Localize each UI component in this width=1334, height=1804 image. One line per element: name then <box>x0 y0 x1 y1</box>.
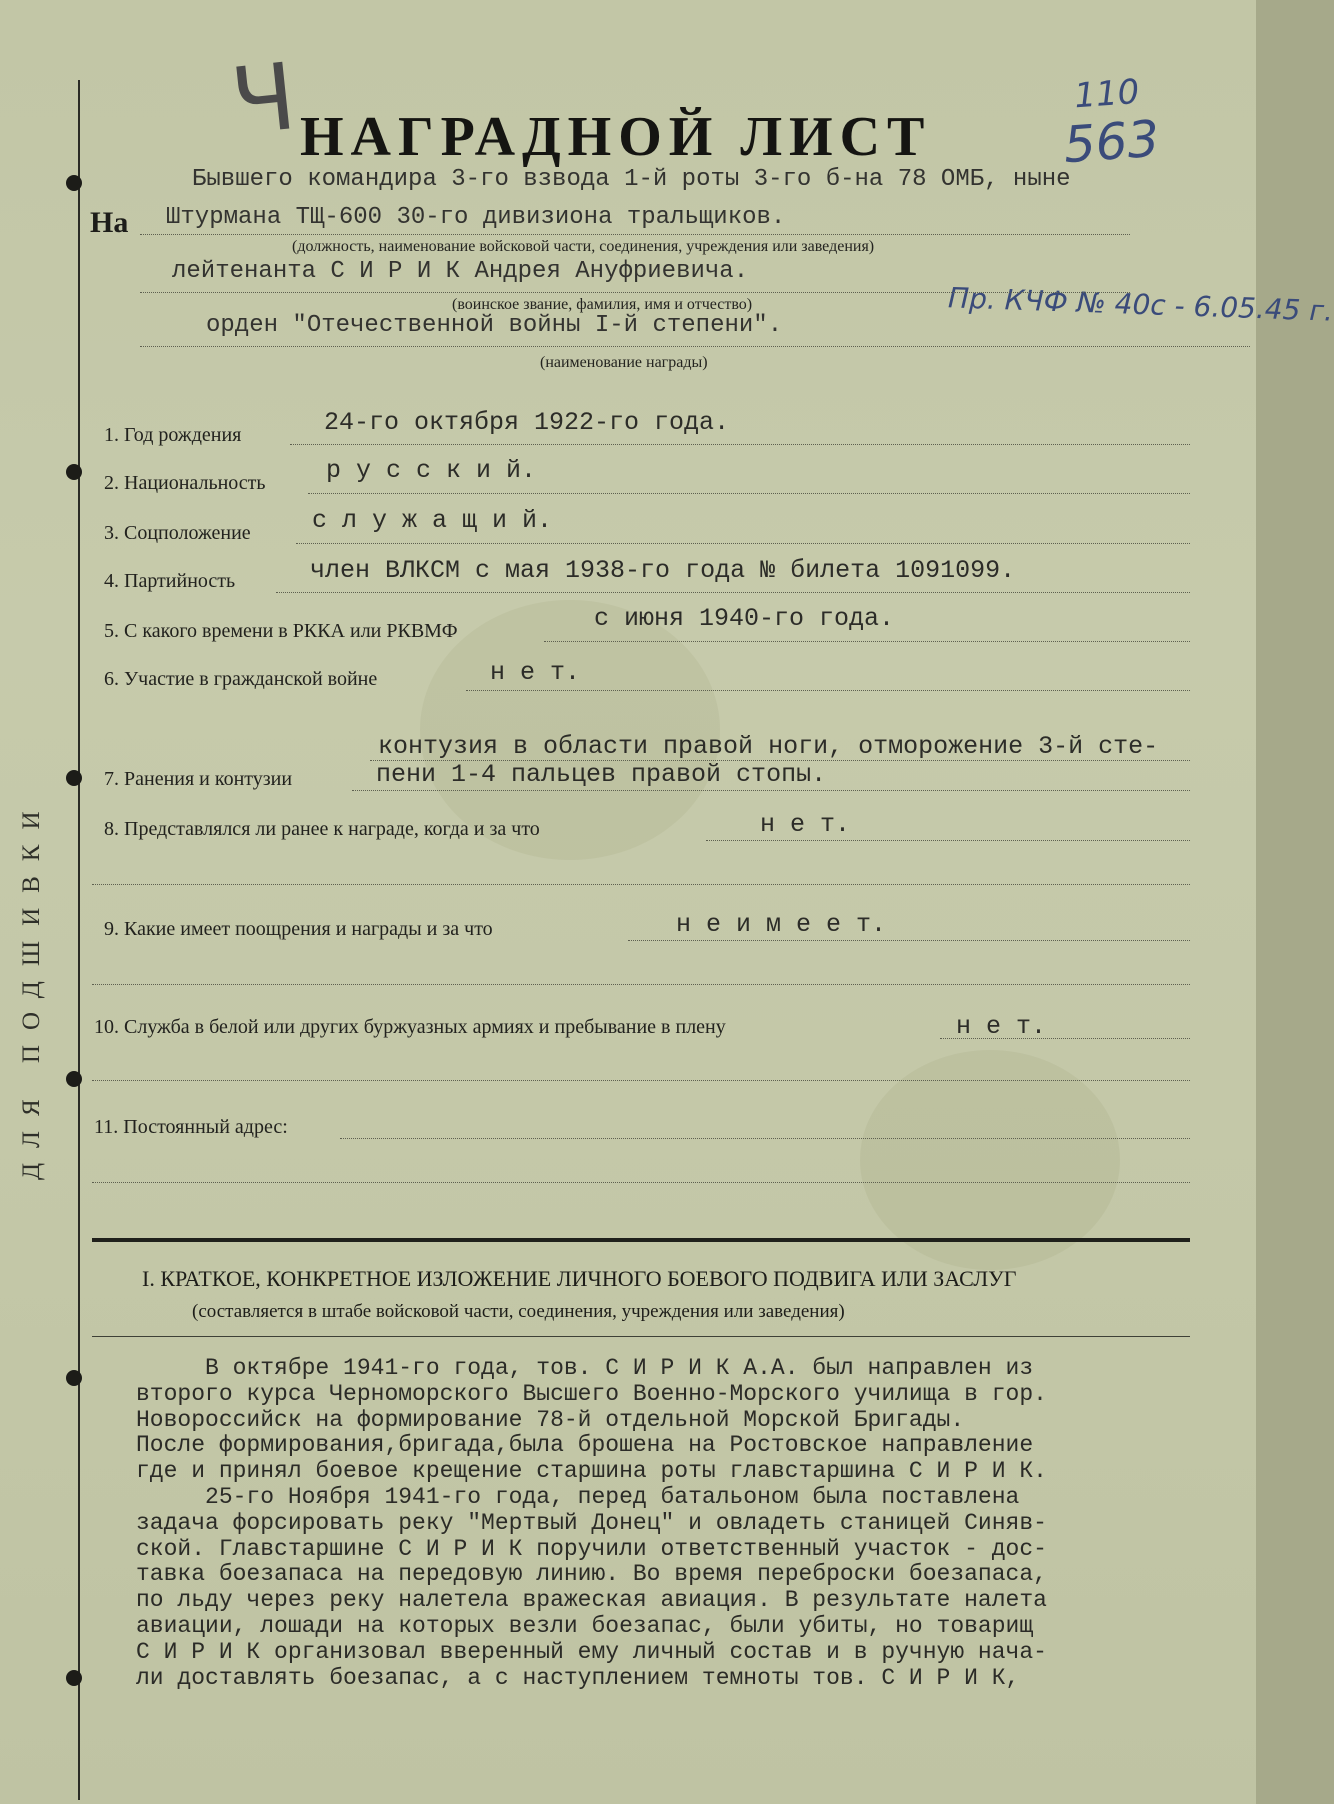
archive-number-top: 110 <box>1073 71 1141 117</box>
field-label-civil-war: 6. Участие в гражданской войне <box>104 668 378 690</box>
field-value-nationality: р у с с к и й. <box>326 456 537 485</box>
handwritten-order-reference: Пр. КЧФ № 40с - 6.05.45 г. <box>947 281 1334 328</box>
narrative-line: где и принял боевое крещение старшина роты главстаршина С И Р И К. <box>136 1458 1047 1485</box>
dotted-rule <box>92 984 1190 985</box>
narrative-text <box>136 1356 1216 1691</box>
narrative-line: ли доставлять боезапас, а с наступлением темноты тов. С И Р И К, <box>136 1664 1020 1691</box>
dotted-rule <box>290 444 1190 445</box>
field-label-nationality: 2. Национальность <box>104 472 266 494</box>
binding-hole <box>66 1370 82 1386</box>
binding-hole <box>66 770 82 786</box>
rank-name-caption: (воинское звание, фамилия, имя и отчество) <box>452 296 753 313</box>
field-label-birth-year: 1. Год рождения <box>104 424 242 446</box>
dotted-rule <box>140 292 1130 293</box>
handwritten-archive-number <box>1059 67 1162 175</box>
field-label-wounds: 7. Ранения и контузии <box>104 768 293 790</box>
narrative-line: 25-го Ноября 1941-го года, перед батальоном была поставлена <box>136 1483 1020 1510</box>
narrative-line: авиации, лошади на которых везли боезапас, были убиты, но товарищ <box>136 1612 1034 1639</box>
narrative-line: В октябре 1941-го года, тов. С И Р И К А.А. был направлен из <box>136 1355 1034 1381</box>
field-value-wounds-line-2: пени 1-4 пальцев правой стопы. <box>376 760 827 789</box>
field-label-service-since: 5. С какого времени в РККА или РКВМФ <box>104 620 458 642</box>
field-value-wounds-line-1: контузия в области правой ноги, отморожение 3-й сте- <box>378 732 1159 761</box>
binding-hole <box>66 1071 82 1087</box>
section-title: I. КРАТКОЕ, КОНКРЕТНОЕ ИЗЛОЖЕНИЕ ЛИЧНОГО БОЕВОГО ПОДВИГА ИЛИ ЗАСЛУГ <box>142 1266 1017 1291</box>
field-value-incentives: н е и м е е т. <box>676 910 887 939</box>
narrative-line: ской. Главстаршине С И Р И К поручили ответственный участок - дос- <box>136 1535 1047 1562</box>
section-divider-thin <box>92 1336 1190 1337</box>
binding-hole <box>66 175 82 191</box>
section-subtitle: (составляется в штабе войсковой части, соединения, учреждения или заведения) <box>192 1301 845 1322</box>
award-line: орден "Отечественной войны I-й степени". <box>206 312 783 339</box>
field-value-service-since: с июня 1940-го года. <box>594 604 895 633</box>
position-caption: (должность, наименование войсковой части, соединения, учреждения или заведения) <box>292 238 875 255</box>
archive-number-bottom: 563 <box>1061 109 1162 175</box>
na-label: На <box>90 206 129 239</box>
field-value-party: член ВЛКСМ с мая 1938-го года № билета 1091099. <box>310 556 1016 585</box>
dotted-rule <box>92 1182 1190 1183</box>
section-divider-thick <box>92 1238 1190 1242</box>
field-label-white-army: 10. Служба в белой или других буржуазных армиях и пребывание в плену <box>94 1016 726 1038</box>
field-value-civil-war: н е т. <box>490 658 581 687</box>
field-label-address: 11. Постоянный адрес: <box>94 1116 288 1138</box>
paper-stain <box>860 1050 1120 1270</box>
binding-hole <box>66 464 82 480</box>
dotted-rule <box>466 690 1190 691</box>
document-title: НАГРАДНОЙ ЛИСТ <box>300 106 932 168</box>
dotted-rule <box>940 1038 1190 1039</box>
dotted-rule <box>544 641 1190 642</box>
field-label-incentives: 9. Какие имеет поощрения и награды и за что <box>104 918 493 940</box>
narrative-line: Новороссийск на формирование 78-й отдельной Морской Бригады. <box>136 1406 965 1433</box>
binding-hole <box>66 1670 82 1686</box>
narrative-line: по льду через реку налетела вражеская авиация. В результате налета <box>136 1587 1047 1614</box>
dotted-rule <box>628 940 1190 941</box>
field-value-white-army: н е т. <box>956 1012 1047 1041</box>
narrative-line: После формирования,бригада,была брошена на Ростовское направление <box>136 1432 1034 1459</box>
dotted-rule <box>352 790 1190 791</box>
dotted-rule <box>140 234 1130 235</box>
dotted-rule <box>706 840 1190 841</box>
narrative-line: второго курса Черноморского Высшего Военно-Морского училища в гор. <box>136 1380 1047 1407</box>
binding-margin-line <box>78 80 80 1800</box>
field-label-previous-awards: 8. Представлялся ли ранее к награде, когда и за что <box>104 818 540 840</box>
handwritten-top-mark: Ч <box>226 42 301 157</box>
dotted-rule <box>140 346 1250 347</box>
position-line-2: Штурмана ТЩ-600 30-го дивизиона тральщиков. <box>166 204 786 231</box>
field-label-social-status: 3. Соцположение <box>104 522 251 544</box>
field-label-party: 4. Партийность <box>104 570 236 592</box>
narrative-line: тавка боезапаса на передовую линию. Во время переброски боезапаса, <box>136 1561 1047 1588</box>
field-value-birth-year: 24-го октября 1922-го года. <box>324 408 730 437</box>
narrative-line: задача форсировать реку "Мертвый Донец" и овладеть станицей Синяв- <box>136 1509 1047 1536</box>
dotted-rule <box>92 884 1190 885</box>
dotted-rule <box>276 592 1190 593</box>
side-label-for-filing: ДЛЯ ПОДШИВКИ <box>18 796 45 1180</box>
award-caption: (наименование награды) <box>540 354 708 371</box>
field-value-social-status: с л у ж а щ и й. <box>312 506 553 535</box>
dotted-rule <box>308 493 1190 494</box>
position-line-1: Бывшего командира 3-го взвода 1-й роты 3-го б-на 78 ОМБ, ныне <box>192 166 1071 193</box>
rank-name-line: лейтенанта С И Р И К Андрея Ануфриевича. <box>172 258 749 285</box>
dotted-rule <box>296 543 1190 544</box>
narrative-line: С И Р И К организовал вверенный ему личный состав и в ручную нача- <box>136 1638 1047 1665</box>
dotted-rule <box>92 1080 1190 1081</box>
dotted-rule <box>340 1138 1190 1139</box>
field-value-previous-awards: н е т. <box>760 810 851 839</box>
